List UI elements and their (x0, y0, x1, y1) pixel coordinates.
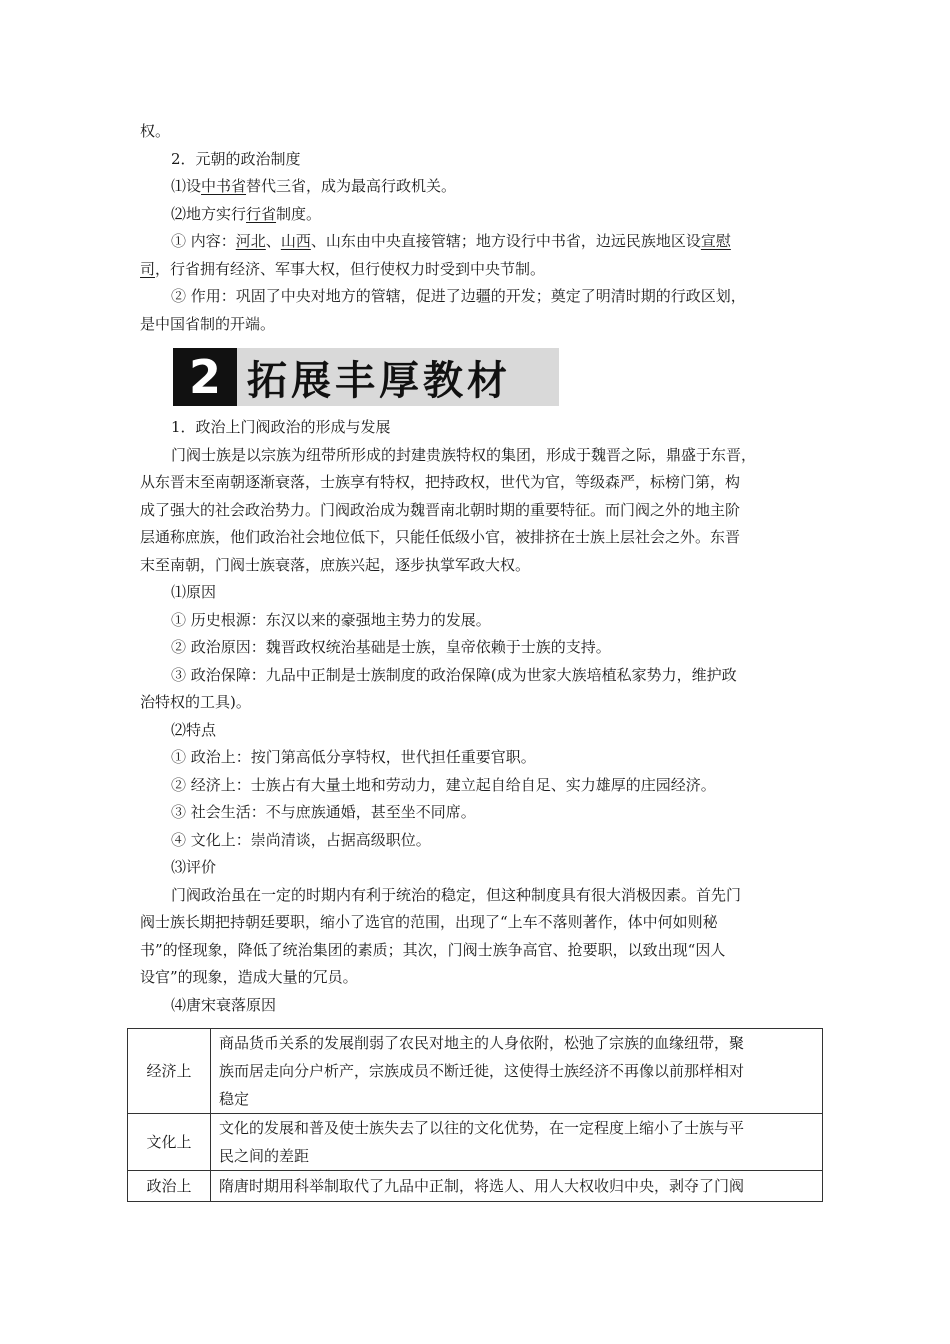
text-line: ② 作用：巩固了中央对地方的管辖，促进了边疆的开发；奠定了明清时期的行政区划， (171, 287, 746, 305)
section-heading: 1．政治上门阀政治的形成与发展 (171, 418, 391, 436)
subsection-heading: ⑴原因 (171, 583, 217, 601)
row-content (211, 1171, 823, 1202)
text-line: ② 经济上：士族占有大量土地和劳动力，建立起自给自足、实力雄厚的庄园经济。 (171, 775, 716, 794)
table-row (128, 1029, 823, 1114)
row-header: 经济上 (128, 1029, 211, 1114)
text-line: 阀士族长期把持朝廷要职，缩小了选官的范围，出现了“上车不落则著作，体中何如则秘 (140, 913, 718, 931)
subsection-heading: ⑵特点 (171, 720, 217, 739)
text-line: 设官”的现象，造成大量的冗员。 (140, 968, 358, 986)
text-line: ⑴设中书省替代三省，成为最高行政机关。 (171, 177, 457, 195)
section-banner (173, 348, 559, 406)
text-line: 治特权的工具)。 (140, 693, 251, 711)
row-header: 文化上 (128, 1114, 211, 1171)
cell-line: 文化的发展和普及使士族失去了以往的文化优势，在一定程度上缩小了士族与平 (219, 1119, 745, 1137)
document-page (140, 118, 824, 1019)
decline-reasons-table (127, 1028, 823, 1202)
text-line: 书”的怪现象，降低了统治集团的素质；其次，门阀士族争高官、抢要职，以致出现“因人 (140, 940, 726, 959)
row-header: 政治上 (128, 1171, 211, 1202)
text-line: 权。 (140, 122, 171, 140)
text-line: ③ 社会生活：不与庶族通婚，甚至坐不同席。 (171, 803, 476, 821)
text-line: ① 政治上：按门第高低分享特权，世代担任重要官职。 (171, 748, 536, 766)
subsection-heading: ⑷唐宋衰落原因 (171, 995, 277, 1014)
text-line: 末至南朝，门阀士族衰落，庶族兴起，逐步执掌军政大权。 (140, 555, 531, 574)
table-row (128, 1114, 823, 1171)
cell-line: 商品货币关系的发展削弱了农民对地主的人身依附，松弛了宗族的血缘纽带，聚 (219, 1034, 745, 1052)
text-line: 门阀政治虽在一定的时期内有利于统治的稳定，但这种制度具有很大消极因素。首先门 (171, 885, 742, 904)
cell-line: 族而居走向分户析产，宗族成员不断迁徙，这使得士族经济不再像以前那样相对 (219, 1062, 745, 1080)
text-line: 门阀士族是以宗族为纽带所形成的封建贵族特权的集团，形成于魏晋之际，鼎盛于东晋， (171, 445, 757, 464)
text-line: ③ 政治保障：九品中正制是士族制度的政治保障(成为世家大族培植私家势力，维护政 (171, 665, 737, 684)
text-line: 从东晋末至南朝逐渐衰落，士族享有特权，把持政权，世代为官，等级森严，标榜门第，构 (140, 473, 741, 491)
underlined-term: 行省 (246, 204, 277, 223)
text-line: ② 政治原因：魏晋政权统治基础是士族，皇帝依赖于士族的支持。 (171, 638, 611, 656)
underlined-term: 河北 (235, 232, 266, 250)
underlined-term: 山西 (280, 232, 311, 250)
paragraph (140, 442, 824, 580)
row-content (211, 1114, 823, 1171)
text-line: ⑵地方实行行省制度。 (171, 204, 322, 223)
banner-number: 2 (173, 348, 237, 406)
paragraph (140, 882, 824, 992)
text-line: ① 历史根源：东汉以来的豪强地主势力的发展。 (171, 610, 491, 629)
cell-line: 稳定 (219, 1090, 250, 1108)
underlined-term: 司 (140, 259, 156, 278)
text-line: 层通称庶族，他们政治社会地位低下，只能任低级小官，被排挤在士族上层社会之外。东晋 (140, 528, 741, 546)
text-line: 成了强大的社会政治势力。门阀政治成为魏晋南北朝时期的重要特征。而门阀之外的地主阶 (140, 500, 741, 519)
underlined-term: 中书省 (201, 177, 247, 195)
row-content (211, 1029, 823, 1114)
text-line: 司，行省拥有经济、军事大权，但行使权力时受到中央节制。 (140, 259, 546, 278)
text-line: ④ 文化上：崇尚清谈，占据高级职位。 (171, 830, 431, 849)
section-heading: 2．元朝的政治制度 (171, 149, 301, 168)
table-row (128, 1171, 823, 1202)
text-line: ① 内容：河北、山西、山东由中央直接管辖；地方设行中书省，边远民族地区设宣慰 (171, 232, 731, 250)
text-line: 是中国省制的开端。 (140, 314, 276, 333)
banner-title: 拓展丰厚教材 (237, 348, 559, 406)
cell-line: 民之间的差距 (219, 1147, 310, 1165)
underlined-term: 宣慰 (700, 232, 731, 250)
subsection-heading: ⑶评价 (171, 858, 217, 876)
cell-line: 隋唐时期用科举制取代了九品中正制，将选人、用人大权收归中央，剥夺了门阀 (219, 1177, 745, 1195)
